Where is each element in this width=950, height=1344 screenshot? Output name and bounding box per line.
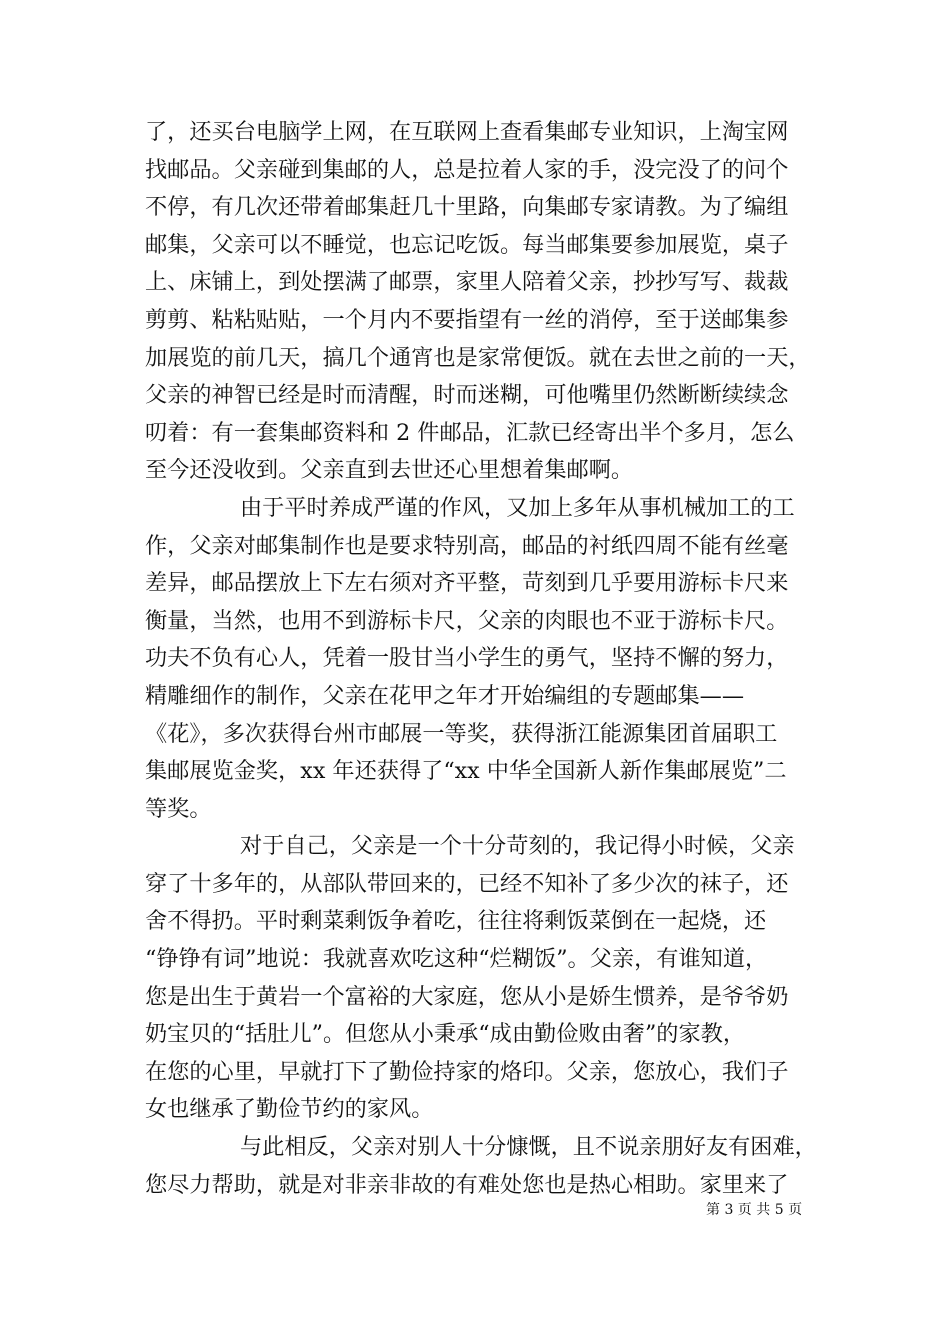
page-number: 第 3 页 共 5 页 bbox=[706, 1202, 803, 1218]
text-line: 女也继承了勤俭节约的家风。 bbox=[145, 1096, 434, 1123]
text-line: 了，还买台电脑学上网，在互联网上查看集邮专业知识，上淘宝网 bbox=[145, 119, 789, 145]
paragraph bbox=[145, 1129, 835, 1204]
text-line: 差异，邮品摆放上下左右须对齐平整，苛刻到几乎要用游标卡尺来 bbox=[145, 570, 789, 597]
text-line: 至今还没收到。父亲直到去世还心里想着集邮啊。 bbox=[145, 457, 634, 484]
text-line: 叨着：有一套集邮资料和 2 件邮品，汇款已经寄出半个多月，怎么 bbox=[145, 419, 795, 446]
text-line: 邮集，父亲可以不睡觉，也忘记吃饭。每当邮集要参加展览，桌子 bbox=[145, 231, 789, 258]
text-line: 集邮展览金奖，xx 年还获得了“xx 中华全国新人新作集邮展览”二 bbox=[145, 758, 787, 785]
text-line: 父亲的神智已经是时而清醒，时而迷糊，可他嘴里仍然断断续续念 bbox=[145, 382, 789, 409]
text-line: 舍不得扔。平时剩菜剩饭争着吃，往往将剩饭菜倒在一起烧，还 bbox=[145, 908, 767, 935]
text-line: 您是出生于黄岩一个富裕的大家庭，您从小是娇生惯养，是爷爷奶 bbox=[145, 983, 789, 1010]
text-line: 在您的心里，早就打下了勤俭持家的烙印。父亲，您放心，我们子 bbox=[145, 1058, 789, 1085]
text-line: 上、床铺上，到处摆满了邮票，家里人陪着父亲，抄抄写写、裁裁 bbox=[145, 269, 789, 296]
text-line: 您尽力帮助，就是对非亲非故的有难处您也是热心相助。家里来了 bbox=[145, 1171, 789, 1198]
paragraph bbox=[145, 828, 835, 1129]
text-line: 加展览的前几天，搞几个通宵也是家常便饭。就在去世之前的一天， bbox=[145, 344, 811, 371]
text-line: 找邮品。父亲碰到集邮的人，总是拉着人家的手，没完没了的问个 bbox=[145, 156, 789, 183]
text-line: 对于自己，父亲是一个十分苛刻的，我记得小时候，父亲 bbox=[240, 833, 795, 860]
text-line: 功夫不负有心人，凭着一股甘当小学生的勇气，坚持不懈的努力， bbox=[145, 645, 789, 672]
body-text bbox=[145, 114, 835, 1204]
text-line: 奶宝贝的“括肚儿”。但您从小秉承“成由勤俭败由奢”的家教， bbox=[145, 1021, 746, 1048]
paragraph bbox=[145, 114, 835, 490]
text-line: 作，父亲对邮集制作也是要求特别高，邮品的衬纸四周不能有丝毫 bbox=[145, 532, 789, 559]
text-line: 衡量，当然，也用不到游标卡尺，父亲的肉眼也不亚于游标卡尺。 bbox=[145, 607, 789, 634]
text-line: 剪剪、粘粘贴贴，一个月内不要指望有一丝的消停，至于送邮集参 bbox=[145, 306, 789, 333]
text-line: 与此相反，父亲对别人十分慷慨，且不说亲朋好友有困难， bbox=[240, 1134, 817, 1161]
text-line: 等奖。 bbox=[145, 795, 212, 822]
text-line: 不停，有几次还带着邮集赶几十里路，向集邮专家请教。为了编组 bbox=[145, 194, 789, 221]
text-line: 穿了十多年的，从部队带回来的，已经不知补了多少次的袜子，还 bbox=[145, 870, 789, 897]
text-line: “铮铮有词”地说：我就喜欢吃这种“烂糊饭”。父亲，有谁知道， bbox=[145, 946, 768, 973]
text-line: 《花》，多次获得台州市邮展一等奖，获得浙江能源集团首届职工 bbox=[145, 720, 778, 747]
text-line: 精雕细作的制作，父亲在花甲之年才开始编组的专题邮集—— bbox=[145, 682, 745, 709]
paragraph bbox=[145, 490, 835, 828]
text-line: 由于平时养成严谨的作风，又加上多年从事机械加工的工 bbox=[240, 494, 795, 521]
